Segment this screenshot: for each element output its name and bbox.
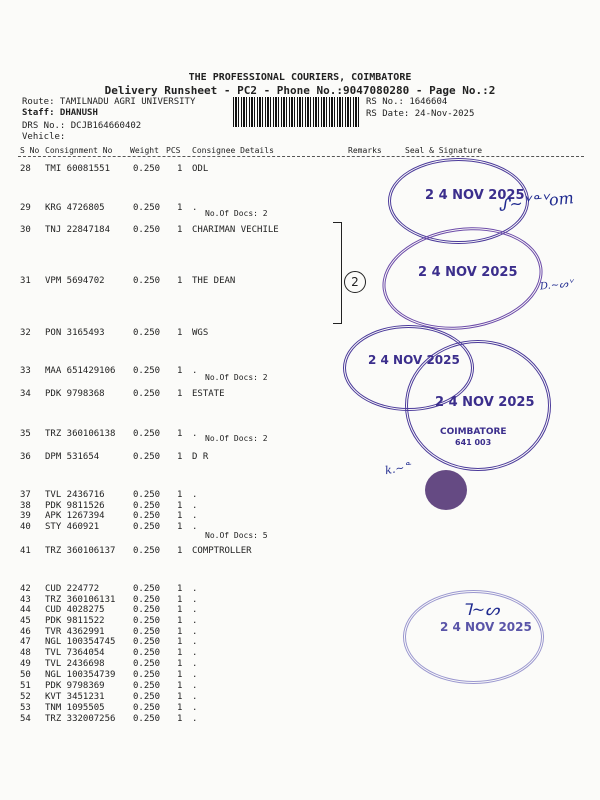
cell-pcs: 1 (177, 648, 183, 658)
signature: D.~ᔕᘁ (539, 278, 574, 293)
drs-number: DRS No.: DCJB164660402 (22, 121, 142, 131)
cell-pcs: 1 (177, 595, 183, 605)
cell-wt: 0.250 (133, 637, 161, 647)
cell-det: . (192, 703, 198, 713)
cell-sno: 32 (20, 328, 31, 338)
cell-sno: 31 (20, 276, 31, 286)
cell-det: ODL (192, 164, 209, 174)
staff-label: Staff: DHANUSH (22, 108, 98, 118)
cell-pcs: 1 (177, 203, 183, 213)
bracket-mark (333, 222, 342, 324)
cell-wt: 0.250 (133, 659, 161, 669)
col-consignment: Consignment No (45, 146, 113, 155)
company-title: THE PROFESSIONAL COURIERS, COIMBATORE (188, 72, 412, 83)
cell-con: PDK 9811522 (45, 616, 105, 626)
stamp-date: 2 4 NOV 2025 (440, 620, 532, 634)
cell-pcs: 1 (177, 429, 183, 439)
cell-wt: 0.250 (133, 164, 161, 174)
cell-pcs: 1 (177, 546, 183, 556)
cell-det: ESTATE (192, 389, 225, 399)
stamp-date: 2 4 NOV 2025 (418, 265, 518, 280)
cell-con: MAA 651429106 (45, 366, 116, 376)
cell-pcs: 1 (177, 627, 183, 637)
cell-wt: 0.250 (133, 366, 161, 376)
cell-det: . (192, 203, 198, 213)
cell-wt: 0.250 (133, 501, 161, 511)
cell-pcs: 1 (177, 703, 183, 713)
cell-con: APK 1267394 (45, 511, 105, 521)
cell-pcs: 1 (177, 225, 183, 235)
cell-con: KRG 4726805 (45, 203, 105, 213)
col-remarks: Remarks (348, 146, 382, 155)
cell-det: . (192, 670, 198, 680)
cell-pcs: 1 (177, 452, 183, 462)
cell-sno: 34 (20, 389, 31, 399)
cell-sno: 47 (20, 637, 31, 647)
cell-det: THE DEAN (192, 276, 236, 286)
cell-wt: 0.250 (133, 605, 161, 615)
cell-pcs: 1 (177, 501, 183, 511)
col-seal: Seal & Signature (405, 146, 483, 155)
header-rule (18, 156, 584, 157)
vehicle-label: Vehicle: (22, 132, 66, 142)
cell-pcs: 1 (177, 490, 183, 500)
cell-det: . (192, 659, 198, 669)
cell-sno: 43 (20, 595, 31, 605)
cell-con: CUD 224772 (45, 584, 100, 594)
cell-wt: 0.250 (133, 203, 161, 213)
cell-con: TVL 7364054 (45, 648, 105, 658)
cell-con: TNJ 22847184 (45, 225, 111, 235)
cell-sno: 46 (20, 627, 31, 637)
cell-det: CHARIMAN VECHILE (192, 225, 279, 235)
cell-wt: 0.250 (133, 595, 161, 605)
cell-det: . (192, 648, 198, 658)
cell-sno: 44 (20, 605, 31, 615)
cell-con: PDK 9811526 (45, 501, 105, 511)
cell-det: D R (192, 452, 209, 462)
cell-pcs: 1 (177, 276, 183, 286)
cell-con: DPM 531654 (45, 452, 100, 462)
cell-sno: 36 (20, 452, 31, 462)
cell-det: . (192, 692, 198, 702)
cell-wt: 0.250 (133, 627, 161, 637)
cell-sno: 35 (20, 429, 31, 439)
cell-pcs: 1 (177, 605, 183, 615)
cell-sno: 53 (20, 703, 31, 713)
cell-det: . (192, 366, 198, 376)
cell-pcs: 1 (177, 692, 183, 702)
docs-note: No.Of Docs: 5 (205, 531, 268, 540)
cell-sno: 30 (20, 225, 31, 235)
cell-det: . (192, 627, 198, 637)
docs-note: No.Of Docs: 2 (205, 434, 268, 443)
cell-det: WGS (192, 328, 209, 338)
barcode (233, 97, 361, 127)
cell-pcs: 1 (177, 681, 183, 691)
cell-wt: 0.250 (133, 452, 161, 462)
col-pcs: PCS (166, 146, 181, 155)
cell-pcs: 1 (177, 366, 183, 376)
col-details: Consignee Details (192, 146, 274, 155)
cell-sno: 50 (20, 670, 31, 680)
cell-sno: 42 (20, 584, 31, 594)
cell-det: . (192, 522, 198, 532)
cell-pcs: 1 (177, 659, 183, 669)
cell-con: TVL 2436698 (45, 659, 105, 669)
signature: ᔑ~ᘁᓐᘁom (497, 188, 575, 215)
cell-det: COMPTROLLER (192, 546, 252, 556)
cell-det: . (192, 584, 198, 594)
cell-wt: 0.250 (133, 522, 161, 532)
stamp-pin: 641 003 (455, 438, 492, 447)
cell-sno: 40 (20, 522, 31, 532)
cell-con: PDK 9798368 (45, 389, 105, 399)
cell-con: STY 460921 (45, 522, 100, 532)
cell-pcs: 1 (177, 637, 183, 647)
cell-det: . (192, 511, 198, 521)
cell-wt: 0.250 (133, 692, 161, 702)
cell-wt: 0.250 (133, 681, 161, 691)
stamp-city: COIMBATORE (440, 427, 507, 437)
circled-number: 2 (344, 271, 366, 293)
cell-sno: 45 (20, 616, 31, 626)
cell-wt: 0.250 (133, 276, 161, 286)
cell-sno: 52 (20, 692, 31, 702)
cell-wt: 0.250 (133, 584, 161, 594)
cell-con: TMI 60081551 (45, 164, 111, 174)
cell-det: . (192, 490, 198, 500)
col-weight: Weight (130, 146, 159, 155)
cell-wt: 0.250 (133, 490, 161, 500)
cell-sno: 51 (20, 681, 31, 691)
cell-pcs: 1 (177, 616, 183, 626)
cell-sno: 41 (20, 546, 31, 556)
cell-con: TNM 1095505 (45, 703, 105, 713)
cell-con: CUD 4028275 (45, 605, 105, 615)
ink-blot-stamp (425, 470, 467, 510)
runsheet-subtitle: Delivery Runsheet - PC2 - Phone No.:9047080280 - Page No.:2 (104, 84, 496, 97)
cell-con: TRZ 332007256 (45, 714, 116, 724)
cell-pcs: 1 (177, 670, 183, 680)
cell-det: . (192, 595, 198, 605)
cell-det: . (192, 637, 198, 647)
cell-sno: 48 (20, 648, 31, 658)
cell-wt: 0.250 (133, 429, 161, 439)
cell-con: NGL 100354745 (45, 637, 116, 647)
cell-con: TVL 2436716 (45, 490, 105, 500)
cell-con: KVT 3451231 (45, 692, 105, 702)
cell-det: . (192, 501, 198, 511)
cell-pcs: 1 (177, 584, 183, 594)
cell-det: . (192, 714, 198, 724)
cell-wt: 0.250 (133, 225, 161, 235)
cell-det: . (192, 429, 198, 439)
cell-pcs: 1 (177, 328, 183, 338)
cell-sno: 54 (20, 714, 31, 724)
stamp-date: 2 4 NOV 2025 (435, 395, 535, 410)
cell-sno: 29 (20, 203, 31, 213)
cell-wt: 0.250 (133, 546, 161, 556)
cell-wt: 0.250 (133, 389, 161, 399)
cell-wt: 0.250 (133, 511, 161, 521)
docs-note: No.Of Docs: 2 (205, 209, 268, 218)
cell-sno: 37 (20, 490, 31, 500)
cell-con: PDK 9798369 (45, 681, 105, 691)
stamp-date: 2 4 NOV 2025 (368, 353, 460, 367)
cell-con: TRZ 360106137 (45, 546, 116, 556)
cell-det: . (192, 605, 198, 615)
cell-pcs: 1 (177, 714, 183, 724)
cell-sno: 39 (20, 511, 31, 521)
cell-det: . (192, 616, 198, 626)
cell-sno: 49 (20, 659, 31, 669)
cell-wt: 0.250 (133, 714, 161, 724)
stamp-date: 2 4 NOV 2025 (425, 188, 525, 203)
route-label: Route: TAMILNADU AGRI UNIVERSITY (22, 97, 196, 107)
cell-pcs: 1 (177, 511, 183, 521)
col-sno: S No (20, 146, 40, 155)
cell-pcs: 1 (177, 522, 183, 532)
cell-pcs: 1 (177, 164, 183, 174)
cell-con: TVR 4362991 (45, 627, 105, 637)
cell-sno: 38 (20, 501, 31, 511)
signature: ᒣ~ᔕ (462, 600, 500, 619)
cell-sno: 33 (20, 366, 31, 376)
cell-con: PON 3165493 (45, 328, 105, 338)
cell-wt: 0.250 (133, 328, 161, 338)
cell-wt: 0.250 (133, 616, 161, 626)
cell-sno: 28 (20, 164, 31, 174)
cell-wt: 0.250 (133, 703, 161, 713)
cell-det: . (192, 681, 198, 691)
docs-note: No.Of Docs: 2 (205, 373, 268, 382)
rs-number: RS No.: 1646604 (366, 97, 448, 107)
cell-con: TRZ 360106131 (45, 595, 116, 605)
cell-wt: 0.250 (133, 648, 161, 658)
cell-con: VPM 5694702 (45, 276, 105, 286)
signature: k.~ᓐ (384, 459, 412, 478)
rs-date: RS Date: 24-Nov-2025 (366, 109, 475, 119)
cell-con: TRZ 360106138 (45, 429, 116, 439)
cell-pcs: 1 (177, 389, 183, 399)
cell-con: NGL 100354739 (45, 670, 116, 680)
cell-wt: 0.250 (133, 670, 161, 680)
